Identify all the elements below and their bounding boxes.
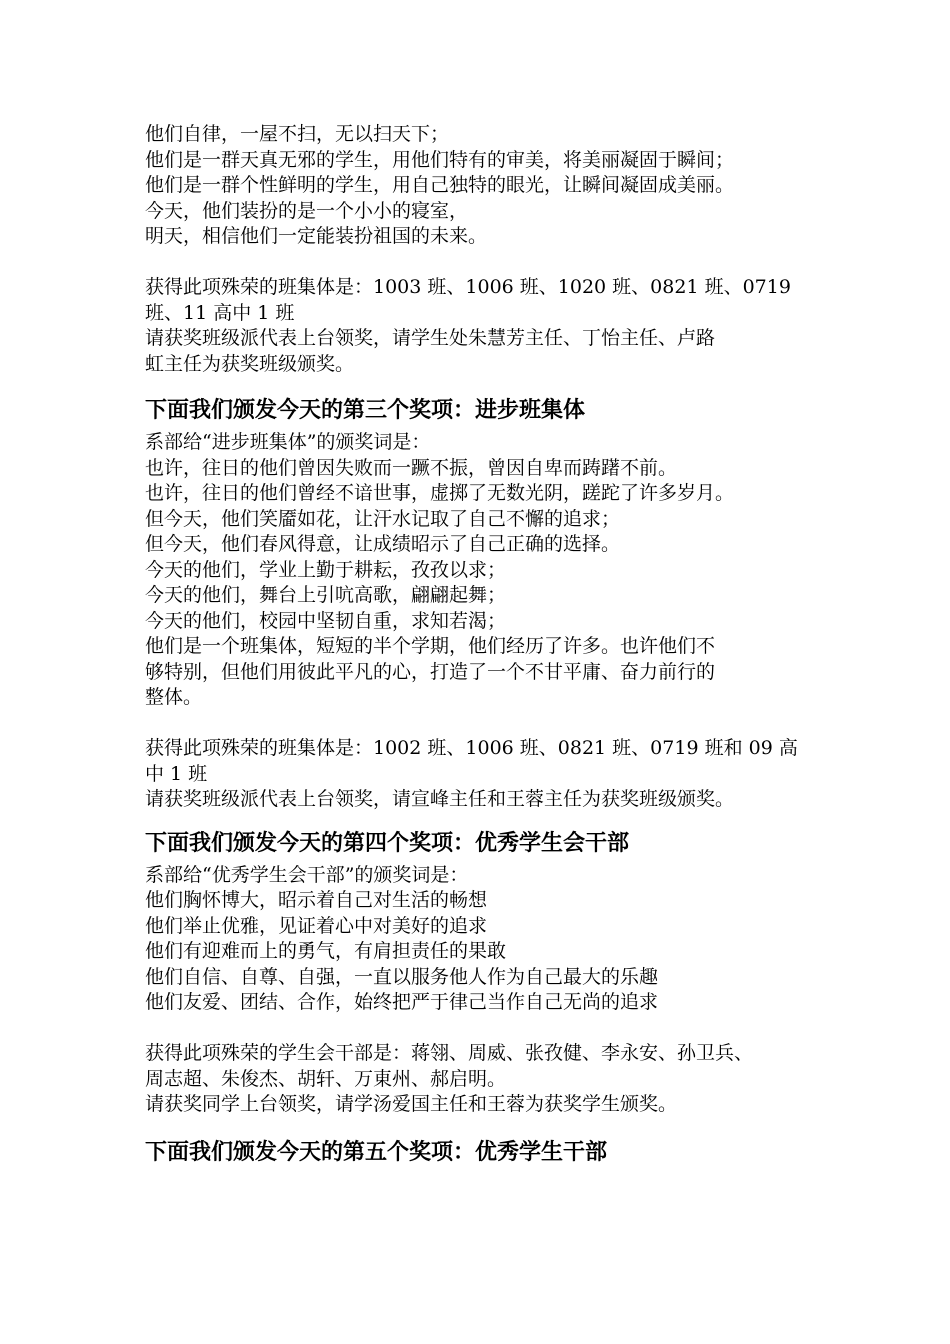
section3-citation <box>145 430 825 711</box>
text-line: 请获奖班级派代表上台领奖，请宣峰主任和王蓉主任为获奖班级颁奖。 <box>145 788 735 810</box>
section-heading: 下面我们颁发今天的第三个奖项：进步班集体 <box>145 398 586 423</box>
text-line: 今天的他们，舞台上引吭高歌，翩翩起舞； <box>145 584 507 606</box>
text-line: 系部给“优秀学生会干部”的颁奖词是： <box>145 863 469 886</box>
text-line: 他们自信、自尊、自强，一直以服务他人作为自己最大的乐趣 <box>145 965 659 988</box>
text-line: 他们自律，一屋不扫，无以扫天下； <box>145 123 450 145</box>
text-line: 获得此项殊荣的班集体是：1002 班、1006 班、0821 班、0719 班和 09 高 <box>145 737 798 759</box>
text-line: 今天，他们装扮的是一个小小的寝室， <box>145 199 469 222</box>
text-line: 明天，相信他们一定能装扮祖国的未来。 <box>145 225 488 247</box>
text-line: 也许，往日的他们曾因失败而一蹶不振，曾因自卑而踌躇不前。 <box>145 456 678 479</box>
text-line: 请获奖同学上台领奖，请学汤爱国主任和王蓉为获奖学生颁奖。 <box>145 1093 678 1115</box>
section4-winners <box>145 1041 825 1118</box>
document-page <box>145 122 825 1172</box>
text-line: 获得此项殊荣的班集体是：1003 班、1006 班、1020 班、0821 班、0719 <box>145 276 791 298</box>
text-line: 他们友爱、团结、合作，始终把严于律己当作自己无尚的追求 <box>145 991 659 1013</box>
section3-winners <box>145 736 825 813</box>
blank-line <box>145 711 825 737</box>
text-line: 班、11 高中 1 班 <box>145 301 295 324</box>
text-line: 系部给“进步班集体”的颁奖词是： <box>145 431 431 453</box>
text-line: 请获奖班级派代表上台领奖，请学生处朱慧芳主任、丁怡主任、卢路 <box>145 327 716 349</box>
text-line: 今天的他们，校园中坚韧自重，求知若渴； <box>145 609 507 632</box>
text-line: 周志超、朱俊杰、胡轩、万東州、郝启明。 <box>145 1067 507 1090</box>
blank-line <box>145 1016 825 1042</box>
text-line: 虹主任为获奖班级颁奖。 <box>145 352 355 375</box>
text-line: 但今天，他们笑靥如花，让汗水记取了自己不懈的追求； <box>145 507 621 530</box>
text-line: 他们是一群天真无邪的学生，用他们特有的审美，将美丽凝固于瞬间； <box>145 148 735 171</box>
text-line: 中 1 班 <box>145 762 208 785</box>
text-line: 但今天，他们春风得意，让成绩昭示了自己正确的选择。 <box>145 533 621 555</box>
text-line: 够特别，但他们用彼此平凡的心，打造了一个不甘平庸、奋力前行的 <box>145 660 716 683</box>
text-line: 他们是一群个性鲜明的学生，用自己独特的眼光，让瞬间凝固成美丽。 <box>145 174 735 196</box>
text-line: 他们有迎难而上的勇气，有肩担责任的果敢 <box>145 940 507 962</box>
text-line: 他们胸怀博大，昭示着自己对生活的畅想 <box>145 889 488 911</box>
section-heading: 下面我们颁发今天的第四个奖项：优秀学生会干部 <box>145 830 630 856</box>
text-line: 获得此项殊荣的学生会干部是：蒋翎、周威、张孜健、李永安、孙卫兵、 <box>145 1042 754 1064</box>
text-line: 他们是一个班集体，短短的半个学期，他们经历了许多。也许他们不 <box>145 635 716 657</box>
text-line: 他们举止优雅，见证着心中对美好的追求 <box>145 914 488 937</box>
blank-line <box>145 250 825 276</box>
section4-citation <box>145 863 825 1016</box>
intro-winners <box>145 275 825 377</box>
text-line: 也许，往日的他们曾经不谙世事，虚掷了无数光阴，蹉跎了许多岁月。 <box>145 482 735 504</box>
text-line: 整体。 <box>145 686 203 708</box>
intro-paragraph <box>145 122 825 250</box>
text-line: 今天的他们，学业上勤于耕耘，孜孜以求； <box>145 558 507 581</box>
section-heading: 下面我们颁发今天的第五个奖项：优秀学生干部 <box>145 1139 608 1165</box>
